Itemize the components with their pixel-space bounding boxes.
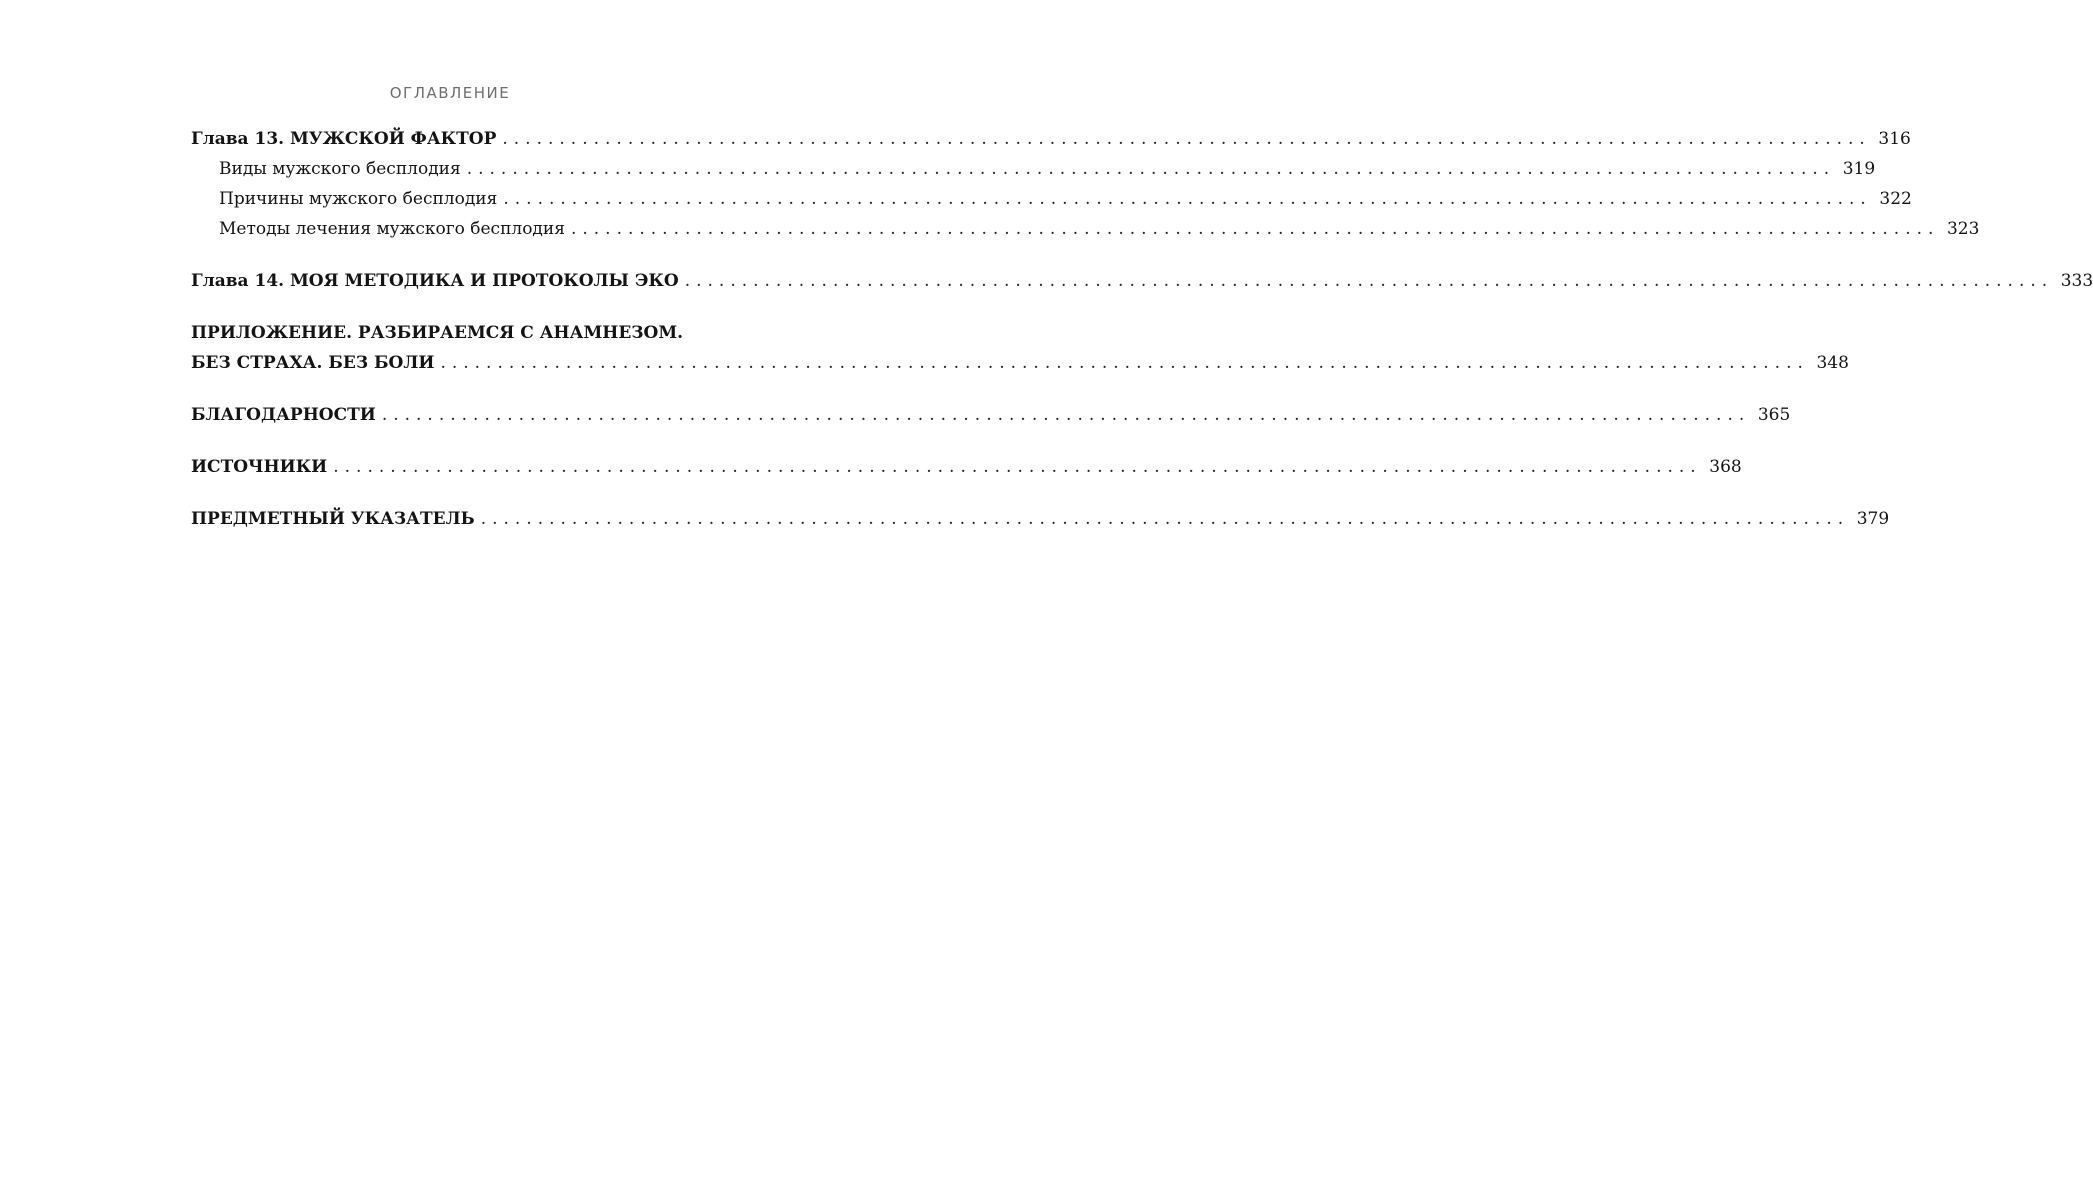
page-number: 323 [1946,219,1980,239]
spacer [191,244,755,266]
page-header: ОГЛАВЛЕНИЕ [389,84,511,102]
dot-leader: ........................................................................................................................ [440,353,1809,373]
page-number: 368 [1709,457,1742,477]
dot-leader: ........................................................................................................................ [480,509,1850,529]
spacer [191,378,755,400]
toc-entry-title: БЛАГОДАРНОСТИ [191,405,376,425]
page-number: 333 [2060,271,2093,291]
toc-entry-section[interactable] [191,214,1980,244]
toc-entry-chapter-14[interactable] [191,266,2093,296]
toc-entry-sources[interactable] [191,452,1742,482]
chapter-number: Глава 14. [191,271,285,291]
spacer [191,482,755,504]
toc-entry-acknowledgements[interactable] [191,400,1791,430]
dot-leader: ........................................................................................................................ [684,271,2054,291]
spacer [191,296,755,318]
section-title: Методы лечения мужского бесплодия [219,219,565,239]
toc-entry-appendix[interactable] [191,318,1849,378]
dot-leader: ........................................................................................................................ [381,405,1751,425]
toc-entry-title: ПРЕДМЕТНЫЙ УКАЗАТЕЛЬ [191,509,475,529]
page-number: 379 [1856,509,1890,529]
section-title: Виды мужского бесплодия [219,159,461,179]
toc-entry-title [191,124,496,154]
dot-leader: ........................................................................................................................ [466,159,1836,179]
chapter-title: МУЖСКОЙ ФАКТОР [289,129,497,149]
toc-entry-section[interactable] [191,154,1876,184]
dot-leader: ........................................................................................................................ [503,189,1872,209]
toc-entry-title: ИСТОЧНИКИ [191,457,328,477]
page-number: 322 [1879,189,1912,209]
page-number: 348 [1816,353,1849,373]
appendix-title-line-2-row [191,348,1849,378]
dot-leader: ........................................................................................................................ [570,219,1940,239]
toc-entry-title [191,266,679,296]
dot-leader: ........................................................................................................................ [502,129,1871,149]
chapter-number: Глава 13. [191,129,285,149]
appendix-title-line-1: ПРИЛОЖЕНИЕ. РАЗБИРАЕМСЯ С АНАМНЕЗОМ. [191,323,684,343]
page-number: 319 [1842,159,1876,179]
dot-leader: ........................................................................................................................ [333,457,1702,477]
chapter-title: МОЯ МЕТОДИКА И ПРОТОКОЛЫ ЭКО [289,271,679,291]
toc-entry-chapter-13[interactable] [191,124,1911,154]
spacer [191,430,755,452]
section-title: Причины мужского бесплодия [219,189,498,209]
table-of-contents [191,124,2093,534]
appendix-title-line-2: БЕЗ СТРАХА. БЕЗ БОЛИ [191,353,435,373]
page-number: 365 [1757,405,1791,425]
toc-entry-index[interactable] [191,504,1890,534]
toc-entry-section[interactable] [191,184,1912,214]
page-number: 316 [1878,129,1911,149]
